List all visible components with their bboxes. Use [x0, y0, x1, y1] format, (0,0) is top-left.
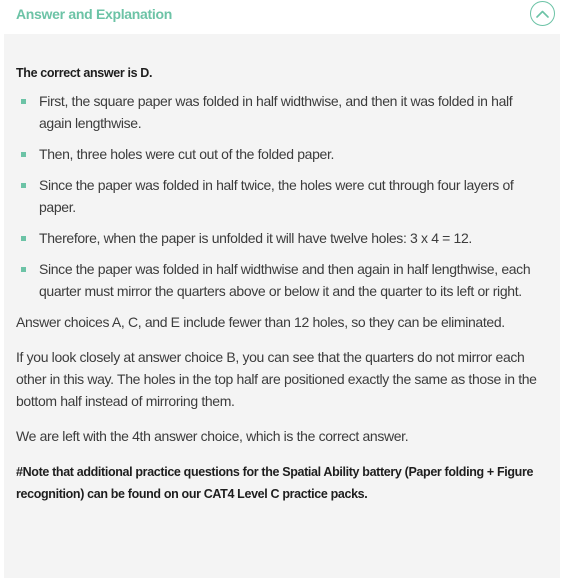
list-item	[16, 174, 546, 218]
answer-explanation-panel	[4, 0, 560, 578]
bullet-text: Then, three holes were cut out of the folded paper.	[39, 146, 335, 162]
list-item	[16, 258, 546, 302]
bullet-square-icon	[21, 267, 26, 272]
explanation-paragraph: We are left with the 4th answer choice, which is the correct answer.	[16, 428, 409, 444]
bullet-square-icon	[21, 236, 26, 241]
bullet-text: Therefore, when the paper is unfolded it will have twelve holes: 3 x 4 = 12.	[39, 230, 472, 246]
panel-header[interactable]	[4, 0, 560, 34]
explanation-body	[16, 62, 546, 505]
bullet-text: First, the square paper was folded in half widthwise, and then it was folded in half again lengthwise.	[39, 93, 513, 131]
correct-answer-text: The correct answer is D.	[16, 66, 153, 80]
list-item	[16, 90, 546, 134]
list-item	[16, 227, 546, 249]
chevron-up-icon	[536, 10, 549, 18]
explanation-paragraph: If you look closely at answer choice B, you can see that the quarters do not mirror each other in this way. The holes in the top half are positioned exactly the same as those in the bottom half instead of mirroring them.	[16, 349, 537, 409]
explanation-bullet-list	[16, 90, 546, 302]
bullet-text: Since the paper was folded in half widthwise and then again in half lengthwise, each quarter must mirror the quarters above or below it and the quarter to its left or right.	[39, 261, 531, 299]
bullet-text: Since the paper was folded in half twice, the holes were cut through four layers of paper.	[39, 177, 514, 215]
practice-note: #Note that additional practice questions for the Spatial Ability battery (Paper folding + Figure recognition) can be found on our CAT4 Level C practice packs.	[16, 465, 534, 501]
collapse-toggle-button[interactable]	[530, 1, 555, 26]
list-item	[16, 143, 546, 165]
panel-title: Answer and Explanation	[16, 6, 172, 22]
bullet-square-icon	[21, 152, 26, 157]
bullet-square-icon	[21, 99, 26, 104]
bullet-square-icon	[21, 183, 26, 188]
explanation-paragraph: Answer choices A, C, and E include fewer than 12 holes, so they can be eliminated.	[16, 314, 505, 330]
